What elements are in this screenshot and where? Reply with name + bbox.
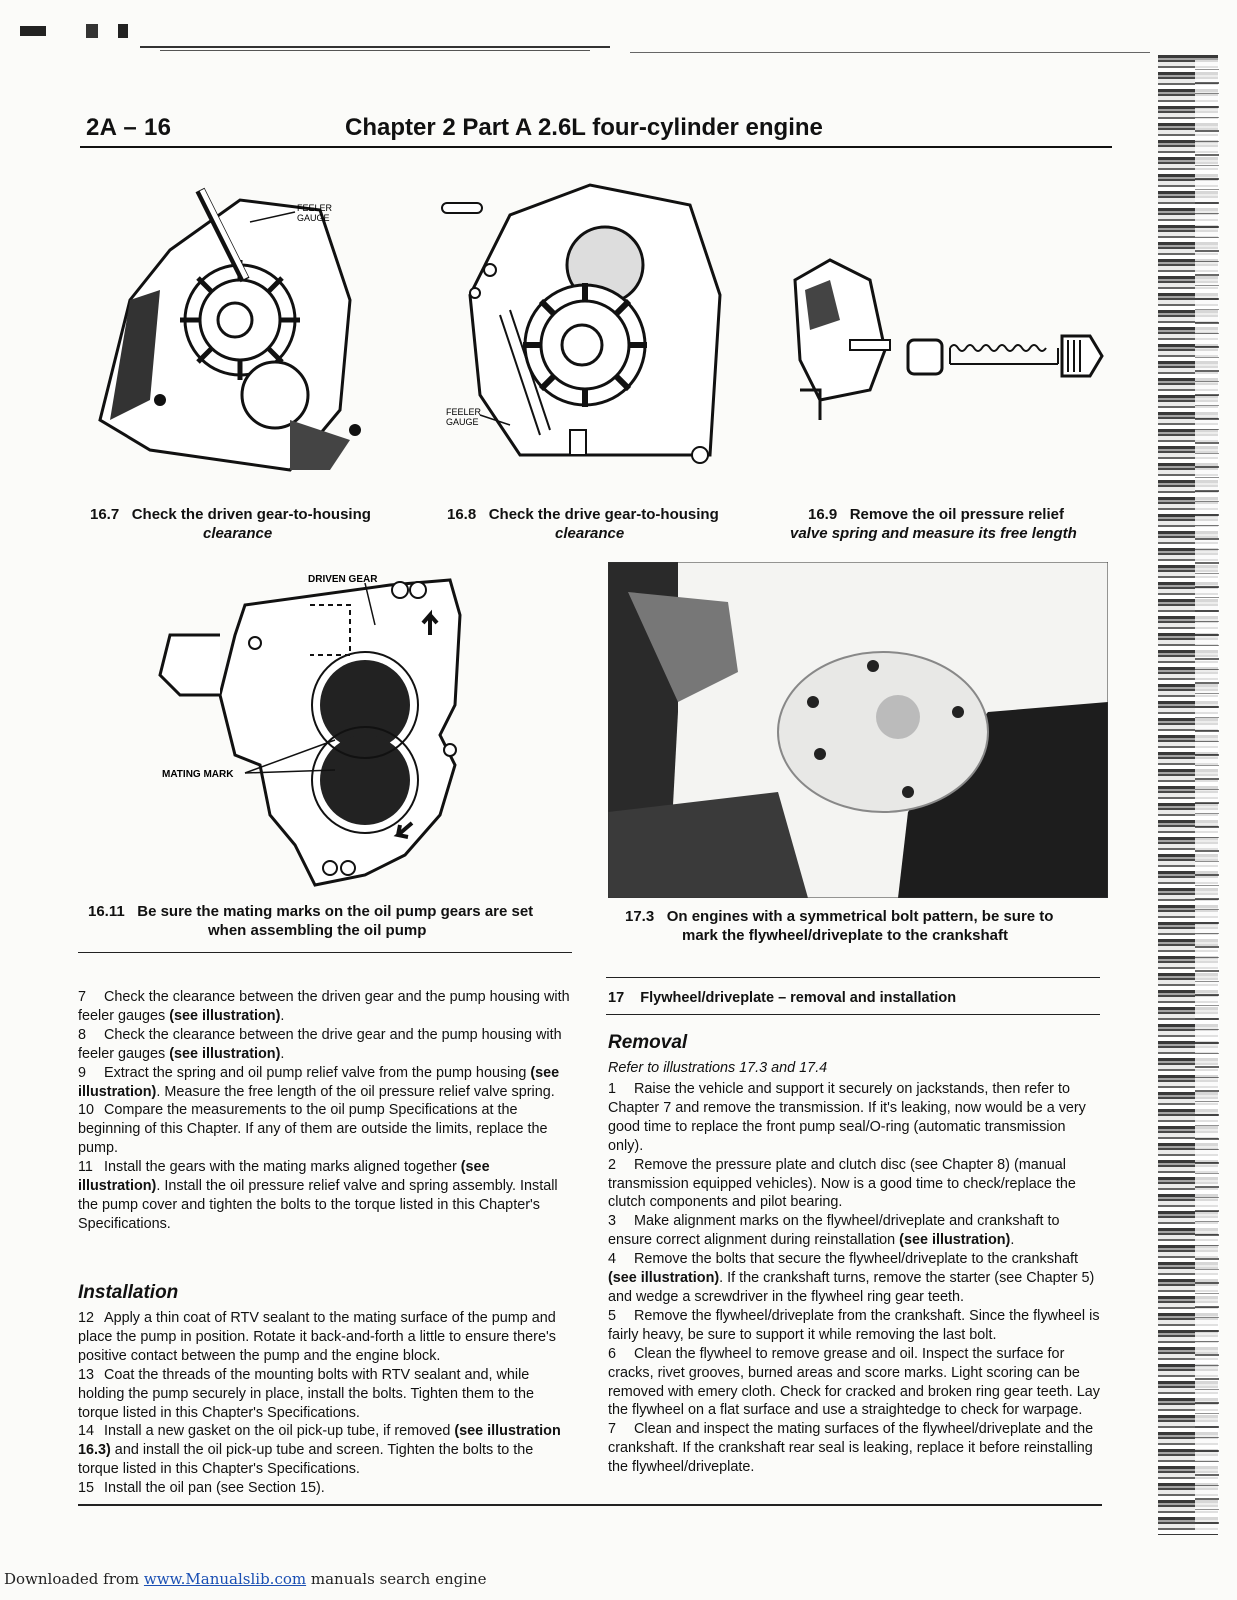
caption-16-9-cont: valve spring and measure its free length [790, 525, 1077, 542]
page-title: Chapter 2 Part A 2.6L four-cylinder engine [345, 114, 823, 141]
caption-16-7-cont: clearance [203, 525, 273, 542]
step-12: 12 Apply a thin coat of RTV sealant to the mating surface of the pump and place the pump in position. Rotate it back-and-forth a little to ensure there's positive contact between the pump and the engine block. [78, 1310, 556, 1364]
figure-16-11-diagram [150, 565, 490, 890]
page-number: 2A – 16 [86, 114, 172, 141]
caption-16-9 [790, 505, 1120, 543]
step-15: 15 Install the oil pan (see Section 15). [78, 1480, 325, 1497]
refer-line: Refer to illustrations 17.3 and 17.4 [608, 1060, 828, 1076]
caption-17-3-cont: mark the flywheel/driveplate to the crankshaft [682, 927, 1008, 944]
scan-artifact-corner [10, 22, 140, 42]
removal-step-7: 7 Clean and inspect the mating surfaces of the flywheel/driveplate and the crankshaft. If the crankshaft rear seal is leaking, replace it before reinstalling the flywheel/driveplate. [608, 1421, 1094, 1476]
caption-16-9-number: 16.9 [808, 506, 838, 523]
caption-16-8-cont: clearance [555, 525, 625, 542]
step-9: 9 Extract the spring and oil pump relief valve from the pump housing (see illustration). Measure the free length of the oil pressure relief valve spring. [78, 1064, 560, 1100]
removal-heading: Removal [608, 1032, 688, 1053]
left-column-rule [78, 952, 572, 953]
removal-step-3: 3 Make alignment marks on the flywheel/driveplate and crankshaft to ensure correct alignment during reinstallation (see illustration). [608, 1213, 1060, 1249]
footer-prefix: Downloaded from [4, 1570, 144, 1588]
step-8: 8 Check the clearance between the drive gear and the pump housing with feeler gauges (see illustration). [78, 1026, 562, 1062]
step-10: 10 Compare the measurements to the oil pump Specifications at the beginning of this Chapter. If any of them are outside the limits, replace the pump. [78, 1102, 548, 1157]
scan-artifact-top [140, 42, 1160, 56]
caption-16-11-number: 16.11 [88, 903, 125, 920]
left-column-text [78, 988, 572, 1234]
caption-16-8 [447, 505, 747, 543]
removal-step-1: 1 Raise the vehicle and support it securely on jackstands, then refer to Chapter 7 and remove the transmission. If it's leaking, now would be a very good time to replace the front pump seal/O-ring (automatic transmission only). [608, 1081, 1086, 1154]
removal-text [608, 1080, 1104, 1477]
caption-16-7-text: Check the driven gear-to-housing [131, 506, 371, 523]
feeler-label-16-8-b: GAUGE [446, 417, 479, 427]
caption-16-9-text: Remove the oil pressure relief [849, 506, 1064, 523]
feeler-label-16-7-a: FEELER [297, 203, 333, 213]
caption-16-7 [90, 505, 410, 543]
footer-link[interactable]: www.Manualslib.com [143, 1570, 307, 1588]
section-17-rule-top [606, 977, 1100, 978]
footer-suffix: manuals search engine [306, 1570, 487, 1588]
feeler-label-16-8-a: FEELER [446, 407, 482, 417]
figure-16-8-illustration [430, 175, 740, 495]
figure-17-3-photo [608, 562, 1108, 898]
step-7: 7 Check the clearance between the driven gear and the pump housing with feeler gauges (see illustration). [78, 989, 570, 1024]
caption-17-3 [625, 907, 1105, 945]
scan-edge-artifact-2 [1195, 60, 1219, 1530]
figure-16-7-illustration [90, 180, 410, 480]
caption-16-11 [88, 902, 578, 940]
section-17-title: Flywheel/driveplate – removal and installation [640, 990, 957, 1006]
download-footer [4, 1570, 487, 1588]
caption-16-8-text: Check the drive gear-to-housing [488, 506, 719, 523]
caption-16-8-number: 16.8 [447, 506, 477, 523]
mating-mark-label: MATING MARK [162, 769, 234, 780]
removal-step-5: 5 Remove the flywheel/driveplate from the crankshaft. Since the flywheel is fairly heavy, be sure to support it while removing the last bolt. [608, 1307, 1100, 1343]
driven-gear-label: DRIVEN GEAR [308, 574, 378, 585]
section-17-heading [608, 990, 956, 1006]
installation-heading: Installation [78, 1282, 179, 1303]
section-17-number: 17 [608, 990, 625, 1006]
step-14: 14 Install a new gasket on the oil pick-up tube, if removed (see illustration 16.3) and install the oil pick-up tube and screen. Tighten the bolts to the torque listed in this Chapter's Specifications. [78, 1423, 561, 1478]
caption-17-3-number: 17.3 [625, 908, 655, 925]
installation-text [78, 1309, 572, 1498]
removal-step-2: 2 Remove the pressure plate and clutch disc (see Chapter 8) (manual transmission equipped vehicles). Now is a good time to check/replace the clutch components and pilot bearing. [608, 1156, 1076, 1211]
section-17-rule-bottom [606, 1014, 1100, 1015]
page-bottom-rule [78, 1504, 1102, 1506]
removal-step-6: 6 Clean the flywheel to remove grease and oil. Inspect the surface for cracks, rivet grooves, burned areas and score marks. Light scoring can be removed with emery cloth. Check for cracked and broken ring gear teeth. Lay the flywheel on a flat surface and use a straightedge to check for warpage. [608, 1345, 1100, 1419]
header-rule [80, 146, 1112, 148]
step-11: 11 Install the gears with the mating marks aligned together (see illustration). Install the oil pressure relief valve and spring assembly. Install the pump cover and tighten the bolts to the torque listed in this Chapter's Specifications. [78, 1159, 558, 1232]
caption-16-11-text: Be sure the mating marks on the oil pump gears are set [137, 903, 534, 920]
step-13: 13 Coat the threads of the mounting bolts with RTV sealant and, while holding the pump securely in place, install the bolts. Tighten them to the torque listed in this Chapter's Specifications. [78, 1366, 534, 1421]
caption-16-7-number: 16.7 [90, 506, 120, 523]
removal-step-4: 4 Remove the bolts that secure the flywheel/driveplate to the crankshaft (see illustration). If the crankshaft turns, remove the starter (see Chapter 5) and wedge a screwdriver in the flywheel ring gear teeth. [608, 1251, 1095, 1305]
feeler-label-16-7-b: GAUGE [297, 213, 330, 223]
caption-16-11-cont: when assembling the oil pump [208, 922, 427, 939]
figure-16-9-illustration [790, 240, 1110, 440]
caption-17-3-text: On engines with a symmetrical bolt pattern, be sure to [666, 908, 1054, 925]
